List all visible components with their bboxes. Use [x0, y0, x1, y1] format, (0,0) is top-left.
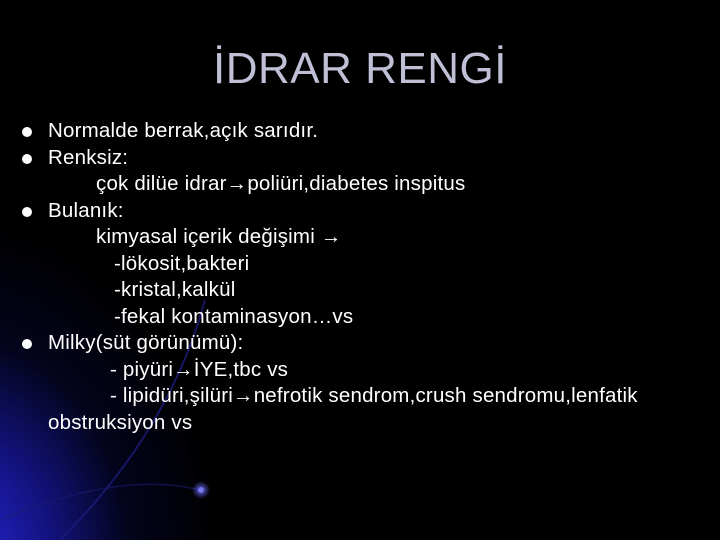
bullet-icon — [22, 154, 32, 164]
list-subitem — [22, 304, 720, 331]
list-subitem-text: obstruksiyon vs — [48, 410, 193, 434]
list-item — [22, 198, 720, 225]
list-item — [22, 118, 720, 145]
list-subitem-text: kimyasal içerik değişimi → — [96, 225, 342, 248]
bullet-icon — [22, 207, 32, 217]
list-subitem — [22, 357, 720, 384]
list-item-text: Renksiz: — [48, 145, 129, 169]
bullet-icon — [22, 127, 32, 137]
list-subitem — [22, 171, 720, 198]
list-subitem-text: -kristal,kalkül — [114, 278, 236, 301]
list-subitem — [22, 224, 720, 251]
list-subitem-text: - lipidüri,şilüri→nefrotik sendrom,crush sendromu,lenfatik — [110, 384, 638, 407]
slide-body — [22, 118, 720, 436]
list-item-text: Bulanık: — [48, 198, 124, 222]
list-subitem — [22, 277, 720, 304]
list-item — [22, 145, 720, 172]
bullet-icon — [22, 339, 32, 349]
list-item-text: Milky(süt görünümü): — [48, 331, 244, 354]
list-subitem-text: çok dilüe idrar→poliüri,diabetes inspitus — [96, 172, 466, 195]
list-subitem-text: -fekal kontaminasyon…vs — [114, 304, 354, 328]
list-subitem-continuation — [22, 410, 720, 437]
list-subitem-text: - piyüri→İYE,tbc vs — [110, 357, 289, 381]
list-item — [22, 330, 720, 357]
list-item-text: Normalde berrak,açık sarıdır. — [48, 119, 319, 142]
list-subitem-text: -lökosit,bakteri — [114, 251, 250, 275]
list-subitem — [22, 383, 720, 410]
decorative-dot — [198, 487, 204, 493]
decorative-arc — [0, 484, 200, 520]
list-subitem — [22, 251, 720, 278]
slide-title: İDRAR RENGİ — [213, 44, 507, 93]
